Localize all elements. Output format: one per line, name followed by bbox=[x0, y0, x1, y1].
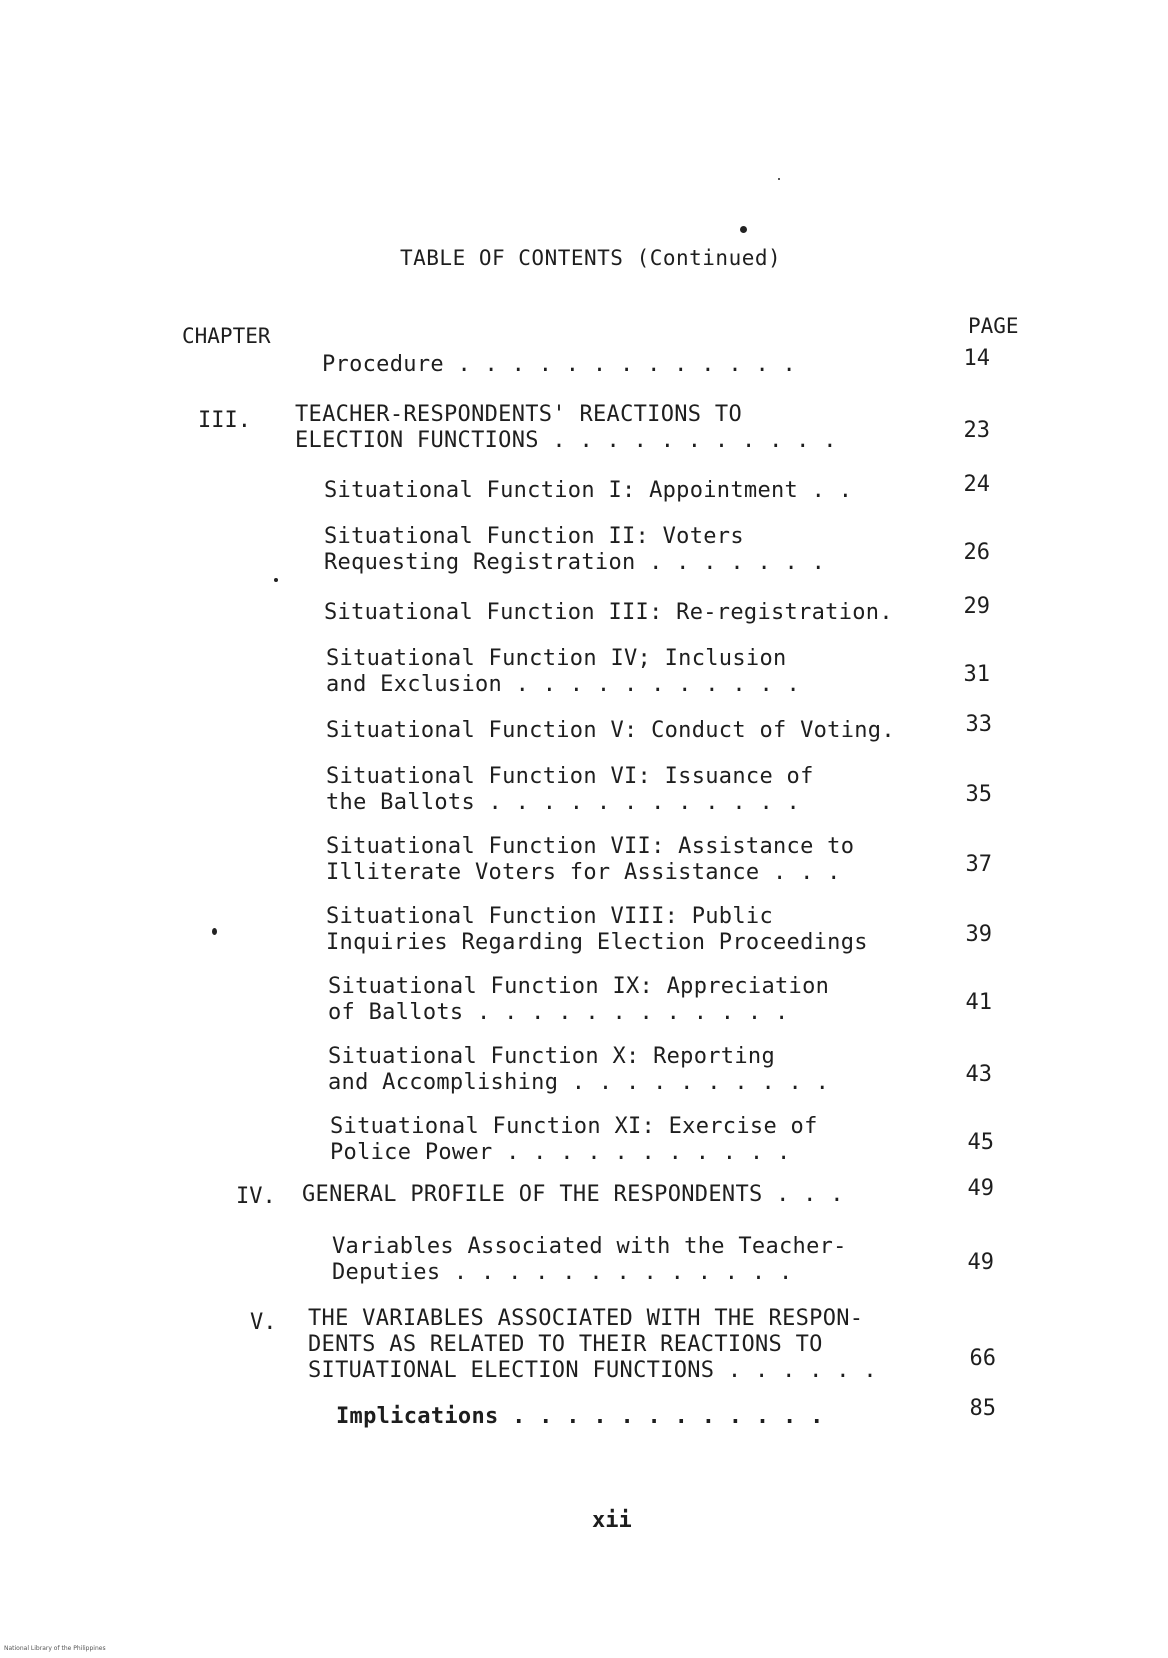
chapter-number: V. bbox=[250, 1310, 277, 1335]
toc-entry-text: Procedure . . . . . . . . . . . . . bbox=[322, 352, 797, 377]
toc-entry-page: 33 bbox=[965, 712, 992, 737]
toc-entry-page: 29 bbox=[963, 594, 990, 619]
toc-entry-text: Situational Function XI: Exercise of bbox=[330, 1114, 818, 1139]
toc-entry-page: 49 bbox=[967, 1250, 994, 1275]
toc-entry-function-i bbox=[324, 478, 852, 504]
toc-entry-chapter-iv bbox=[302, 1182, 844, 1208]
toc-entry-text: Deputies . . . . . . . . . . . . . bbox=[332, 1260, 793, 1285]
toc-entry-page: 43 bbox=[965, 1062, 992, 1087]
toc-entry-page: 37 bbox=[965, 852, 992, 877]
toc-entry-text: Implications . . . . . . . . . . . . bbox=[336, 1404, 824, 1429]
toc-entry-text: Situational Function VIII: Public bbox=[326, 904, 773, 929]
toc-entry-variables bbox=[332, 1234, 847, 1286]
chapter-column-header: CHAPTER bbox=[182, 324, 271, 348]
toc-entry-text: GENERAL PROFILE OF THE RESPONDENTS . . . bbox=[302, 1182, 844, 1207]
toc-entry-function-x bbox=[328, 1044, 829, 1096]
toc-entry-text: Variables Associated with the Teacher- bbox=[332, 1234, 847, 1259]
toc-entry-text: Situational Function X: Reporting bbox=[328, 1044, 775, 1069]
toc-entry-page: 24 bbox=[963, 472, 990, 497]
chapter-number: IV. bbox=[236, 1184, 276, 1209]
toc-entry-text: Illiterate Voters for Assistance . . . bbox=[326, 860, 841, 885]
toc-entry-text: Situational Function VII: Assistance to bbox=[326, 834, 855, 859]
toc-entry-text: TEACHER-RESPONDENTS' REACTIONS TO bbox=[295, 402, 742, 427]
toc-entry-chapter-iii bbox=[295, 402, 837, 454]
toc-entry-text: SITUATIONAL ELECTION FUNCTIONS . . . . . . bbox=[308, 1358, 877, 1383]
toc-entry-page: 66 bbox=[969, 1346, 996, 1371]
toc-entry-page: 26 bbox=[963, 540, 990, 565]
toc-entry-text: DENTS AS RELATED TO THEIR REACTIONS TO bbox=[308, 1332, 823, 1357]
page-column-header: PAGE bbox=[968, 314, 1019, 338]
toc-entry-text: and Exclusion . . . . . . . . . . . bbox=[326, 672, 801, 697]
toc-entry-text: ELECTION FUNCTIONS . . . . . . . . . . . bbox=[295, 428, 837, 453]
toc-entry-text: Situational Function III: Re-registration. bbox=[324, 600, 893, 625]
toc-entry-text: Requesting Registration . . . . . . . bbox=[324, 550, 826, 575]
toc-entry-implications bbox=[336, 1404, 824, 1430]
toc-entry-function-vi bbox=[326, 764, 814, 816]
scan-speck bbox=[274, 578, 278, 582]
page-title: TABLE OF CONTENTS (Continued) bbox=[400, 246, 782, 270]
toc-entry-page: 14 bbox=[963, 346, 990, 371]
toc-entry-chapter-v bbox=[308, 1306, 877, 1384]
toc-entry-function-iii bbox=[324, 600, 893, 626]
toc-entry-page: 31 bbox=[963, 662, 990, 687]
toc-entry-procedure bbox=[322, 352, 796, 378]
toc-entry-page: 35 bbox=[965, 782, 992, 807]
toc-entry-function-ii bbox=[324, 524, 825, 576]
toc-entry-function-viii bbox=[326, 904, 868, 956]
toc-entry-page: 85 bbox=[969, 1396, 996, 1421]
library-stamp: National Library of the Philippines bbox=[4, 1645, 106, 1652]
toc-entry-text: Situational Function I: Appointment . . bbox=[324, 478, 853, 503]
toc-entry-text: and Accomplishing . . . . . . . . . . bbox=[328, 1070, 830, 1095]
toc-entry-page: 39 bbox=[965, 922, 992, 947]
chapter-number: III. bbox=[198, 408, 251, 433]
toc-entry-function-ix bbox=[328, 974, 829, 1026]
toc-entry-page: 45 bbox=[967, 1130, 994, 1155]
scan-speck bbox=[778, 178, 780, 180]
toc-entry-text: Situational Function V: Conduct of Voting. bbox=[326, 718, 895, 743]
toc-entry-page: 23 bbox=[963, 418, 990, 443]
toc-entry-text: Situational Function IV; Inclusion bbox=[326, 646, 787, 671]
toc-entry-text: Situational Function VI: Issuance of bbox=[326, 764, 814, 789]
scan-speck bbox=[212, 928, 217, 935]
toc-entry-text: Situational Function IX: Appreciation bbox=[328, 974, 830, 999]
toc-entry-text: the Ballots . . . . . . . . . . . . bbox=[326, 790, 801, 815]
toc-entry-function-xi bbox=[330, 1114, 818, 1166]
toc-entry-function-v bbox=[326, 718, 895, 744]
toc-entry-text: of Ballots . . . . . . . . . . . . bbox=[328, 1000, 789, 1025]
toc-entry-function-vii bbox=[326, 834, 854, 886]
toc-entry-page: 41 bbox=[965, 990, 992, 1015]
toc-entry-text: Situational Function II: Voters bbox=[324, 524, 744, 549]
toc-entry-text: Inquiries Regarding Election Proceedings bbox=[326, 930, 868, 955]
scan-speck bbox=[740, 226, 747, 233]
toc-entry-text: THE VARIABLES ASSOCIATED WITH THE RESPON- bbox=[308, 1306, 864, 1331]
toc-entry-page: 49 bbox=[967, 1176, 994, 1201]
footer-page-number: xii bbox=[592, 1508, 632, 1533]
toc-entry-function-iv bbox=[326, 646, 800, 698]
toc-entry-text: Police Power . . . . . . . . . . . bbox=[330, 1140, 791, 1165]
